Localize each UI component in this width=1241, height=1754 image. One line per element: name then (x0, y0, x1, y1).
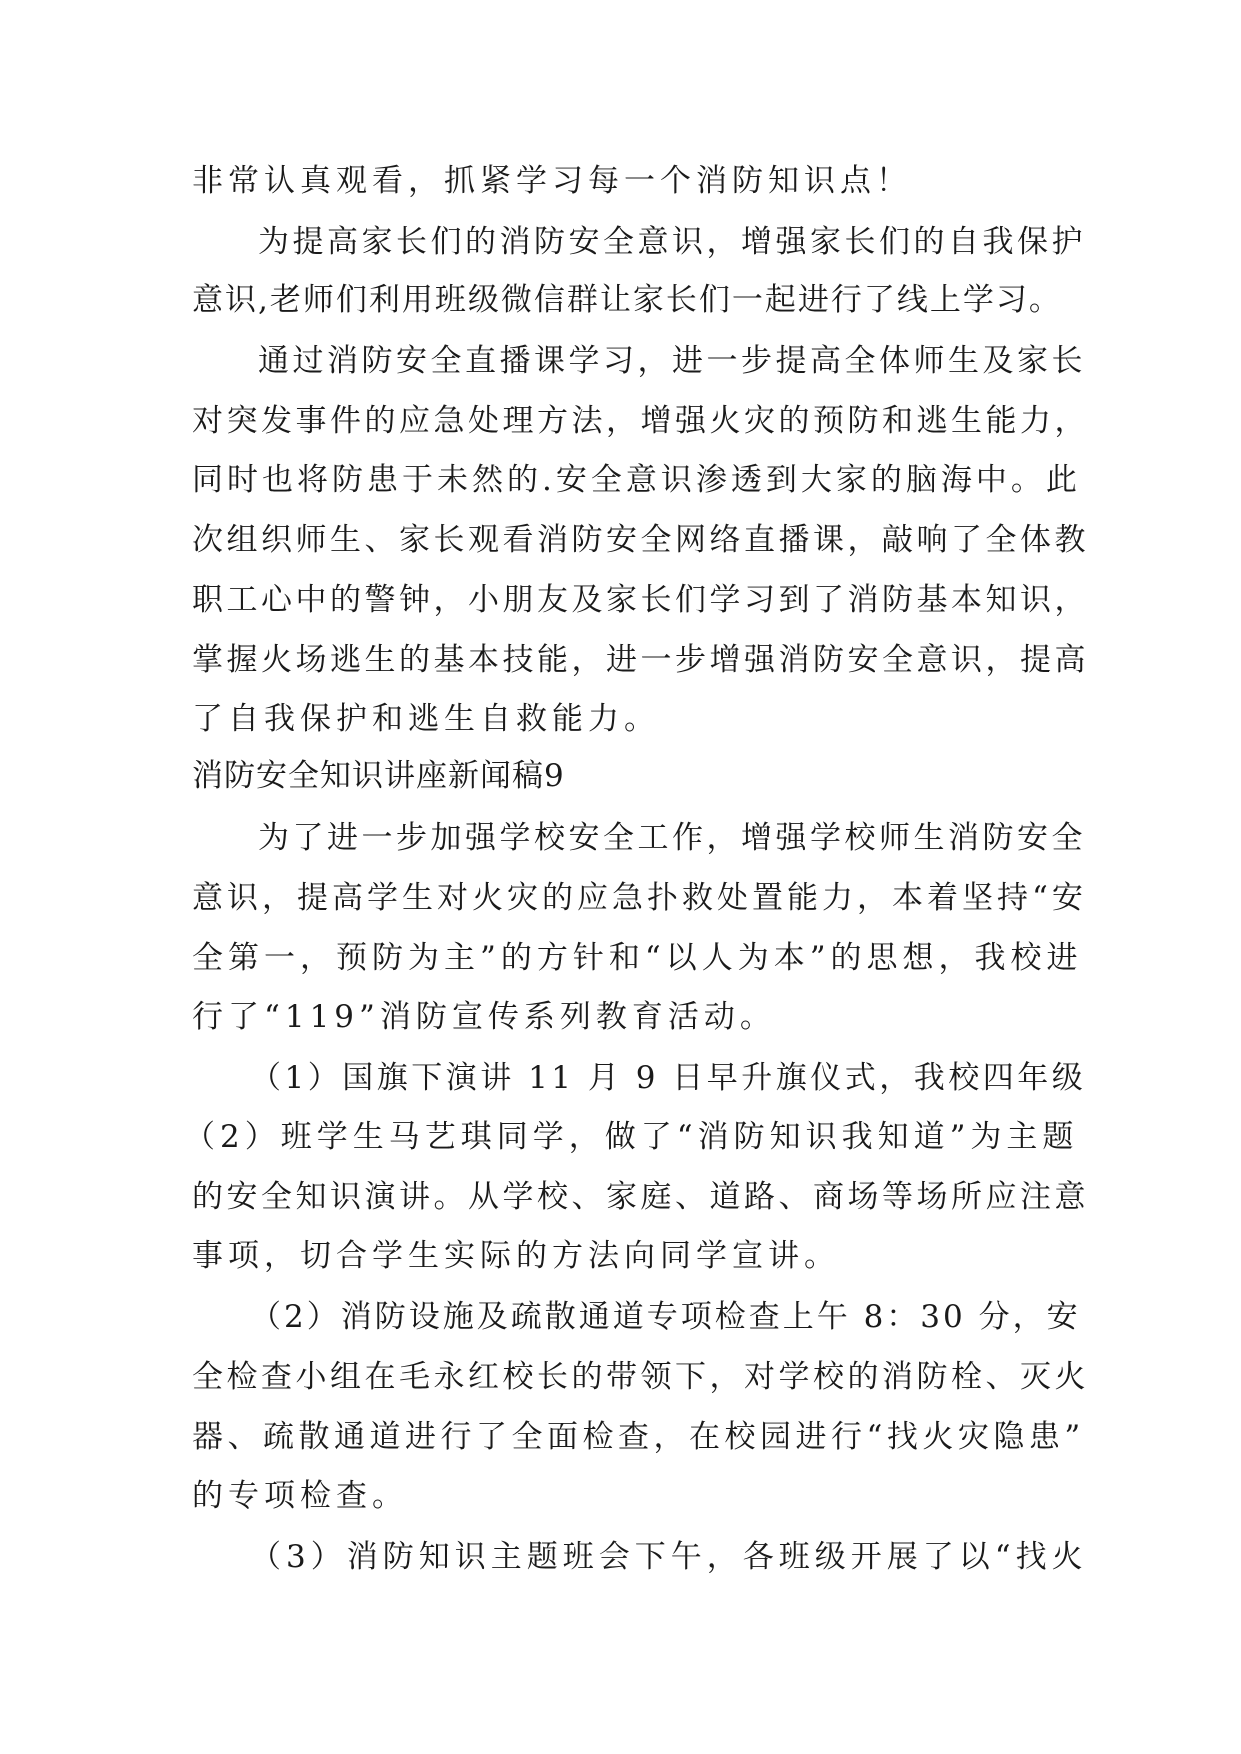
text-line: 非常认真观看，抓紧学习每一个消防知识点！ (192, 163, 912, 199)
text-line: 意识，提高学生对火灾的应急扑救处置能力，本着坚持“安 (192, 880, 1087, 916)
text-line: 的安全知识演讲。从学校、家庭、道路、商场等场所应注意 (192, 1179, 1089, 1215)
text-line: 次组织师生、家长观看消防安全网络直播课，敲响了全体教 (192, 522, 1089, 558)
text-line: （2）消防设施及疏散通道专项检查上午 8：30 分，安 (250, 1299, 1081, 1335)
text-line: 了自我保护和逃生自救能力。 (192, 701, 660, 737)
text-line: （3）消防知识主题班会下午，各班级开展了以“找火 (250, 1539, 1088, 1575)
text-line: 行了“119”消防宣传系列教育活动。 (192, 999, 776, 1035)
text-line: 的专项检查。 (192, 1478, 408, 1514)
text-line: 全第一，预防为主”的方针和“以人为本”的思想，我校进 (192, 940, 1083, 976)
text-line: 职工心中的警钟，小朋友及家长们学习到了消防基本知识， (192, 582, 1089, 618)
text-line: 同时也将防患于未然的.安全意识渗透到大家的脑海中。此 (192, 462, 1081, 498)
text-line: 掌握火场逃生的基本技能，进一步增强消防安全意识，提高 (192, 642, 1089, 678)
text-line: 为了进一步加强学校安全工作，增强学校师生消防安全 (258, 820, 1086, 856)
text-line: （1）国旗下演讲 11 月 9 日早升旗仪式，我校四年级 (250, 1060, 1087, 1096)
text-line: 为提高家长们的消防安全意识，增强家长们的自我保护 (258, 224, 1086, 260)
section-heading: 消防安全知识讲座新闻稿9 (192, 758, 565, 794)
text-line: 全检查小组在毛永红校长的带领下，对学校的消防栓、灭火 (192, 1359, 1089, 1395)
text-line: 对突发事件的应急处理方法，增强火灾的预防和逃生能力， (192, 403, 1089, 439)
text-line: 器、疏散通道进行了全面检查，在校园进行“找火灾隐患” (192, 1419, 1085, 1455)
text-line: 意识,老师们利用班级微信群让家长们一起进行了线上学习。 (192, 282, 1062, 318)
text-line: 事项，切合学生实际的方法向同学宣讲。 (192, 1238, 840, 1274)
text-line: （2）班学生马艺琪同学，做了“消防知识我知道”为主题 (184, 1119, 1079, 1155)
text-line: 通过消防安全直播课学习，进一步提高全体师生及家长 (258, 343, 1086, 379)
